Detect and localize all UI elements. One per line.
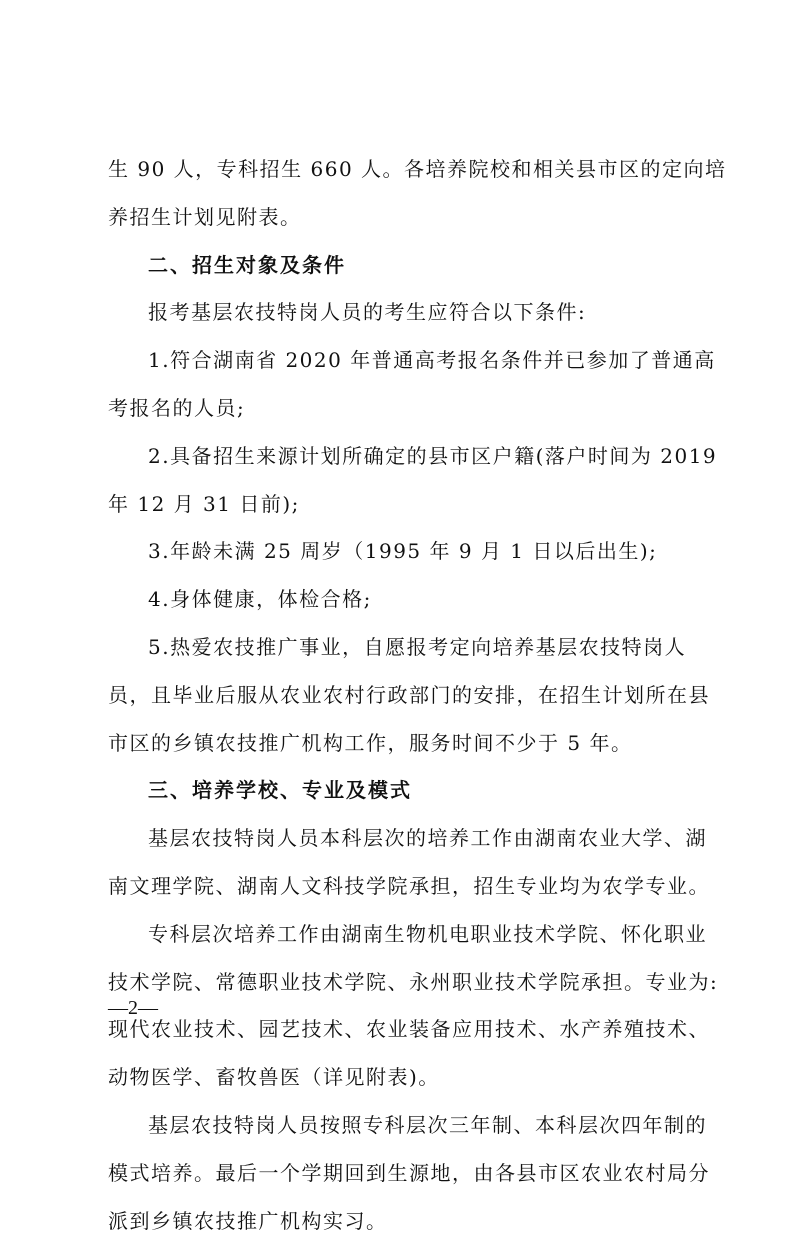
paragraph-line: 1.符合湖南省 2020 年普通高考报名条件并已参加了普通高 — [148, 348, 716, 373]
page-number: —2— — [108, 997, 158, 1019]
paragraph-line: 2.具备招生来源计划所确定的县市区户籍(落户时间为 2019 — [148, 443, 718, 468]
paragraph-line: 现代农业技术、园艺技术、农业装备应用技术、水产养殖技术、 — [108, 1017, 710, 1042]
paragraph-line: 年 12 月 31 日前); — [108, 491, 300, 516]
paragraph-line: 考报名的人员; — [108, 395, 246, 420]
paragraph-line: 员，且毕业后服从农业农村行政部门的安排，在招生计划所在县 — [108, 682, 710, 707]
paragraph-line: 基层农技特岗人员按照专科层次三年制、本科层次四年制的 — [148, 1112, 707, 1137]
paragraph-line: 3.年龄未满 25 周岁（1995 年 9 月 1 日以后出生); — [148, 539, 658, 564]
paragraph-line: 市区的乡镇农技推广机构工作，服务时间不少于 5 年。 — [108, 730, 633, 755]
section-heading: 二、招生对象及条件 — [148, 252, 346, 277]
paragraph-line: 4.身体健康，体检合格; — [148, 587, 372, 612]
paragraph-line: 南文理学院、湖南人文科技学院承担，招生专业均为农学专业。 — [108, 873, 710, 898]
paragraph-line: 专科层次培养工作由湖南生物机电职业技术学院、怀化职业 — [148, 921, 707, 946]
section-heading: 三、培养学校、专业及模式 — [148, 778, 412, 803]
paragraph-line: 基层农技特岗人员本科层次的培养工作由湖南农业大学、湖 — [148, 826, 707, 851]
paragraph-line: 报考基层农技特岗人员的考生应符合以下条件: — [148, 300, 587, 325]
paragraph-line: 模式培养。最后一个学期回到生源地，由各县市区农业农村局分 — [108, 1160, 710, 1185]
paragraph-line: 生 90 人，专科招生 660 人。各培养院校和相关县市区的定向培 — [108, 157, 727, 181]
paragraph-line: 动物医学、畜牧兽医（详见附表)。 — [108, 1065, 440, 1090]
paragraph-line: 派到乡镇农技推广机构实习。 — [108, 1208, 388, 1233]
paragraph-line: 技术学院、常德职业技术学院、永州职业技术学院承担。专业为: — [108, 969, 719, 994]
document-body — [108, 146, 727, 1245]
paragraph-line: 养招生计划见附表。 — [108, 204, 302, 229]
paragraph-line: 5.热爱农技推广事业，自愿报考定向培养基层农技特岗人 — [148, 634, 687, 659]
